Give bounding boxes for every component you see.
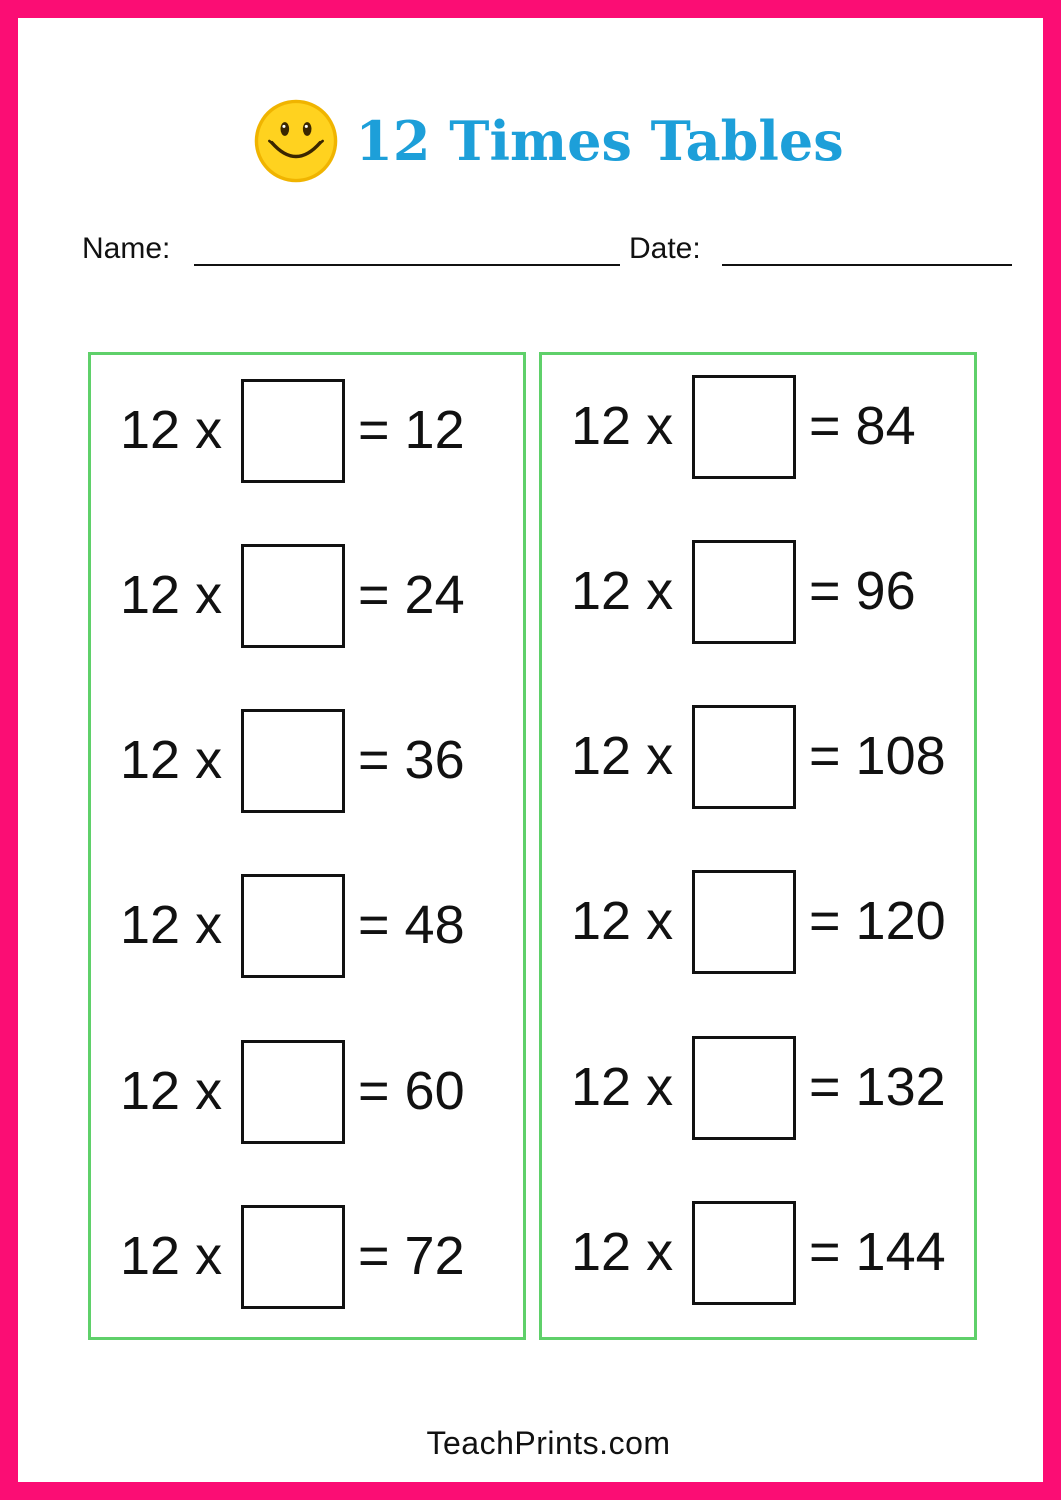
equation-prefix: 12 x [120, 400, 223, 460]
equation-prefix: 12 x [120, 565, 223, 625]
equation-result: = 132 [809, 1057, 946, 1117]
equation-result: = 60 [358, 1061, 465, 1121]
answer-box[interactable] [692, 540, 796, 644]
equation-prefix: 12 x [571, 561, 674, 621]
equations-column-left [88, 352, 526, 1340]
answer-box[interactable] [692, 870, 796, 974]
answer-box[interactable] [692, 1036, 796, 1140]
answer-box[interactable] [692, 375, 796, 479]
equation-row [91, 1038, 523, 1148]
page-title: 12 Times Tables [355, 109, 844, 173]
equation-result: = 36 [358, 730, 465, 790]
equation-row [542, 1034, 974, 1144]
answer-box[interactable] [241, 709, 345, 813]
equation-result: = 72 [358, 1226, 465, 1286]
equation-result: = 144 [809, 1222, 946, 1282]
equation-row [91, 1203, 523, 1313]
equation-prefix: 12 x [571, 726, 674, 786]
footer-brand: TeachPrints.com [426, 1425, 671, 1461]
equations-column-right [539, 352, 977, 1340]
equation-row [542, 1199, 974, 1309]
equation-row [91, 377, 523, 487]
equation-result: = 84 [809, 396, 916, 456]
equation-prefix: 12 x [571, 1057, 674, 1117]
equation-result: = 120 [809, 891, 946, 951]
equation-result: = 48 [358, 895, 465, 955]
equation-prefix: 12 x [120, 895, 223, 955]
date-field[interactable] [722, 264, 1012, 266]
equation-prefix: 12 x [571, 396, 674, 456]
equation-prefix: 12 x [120, 730, 223, 790]
smiley-face-icon [253, 98, 339, 184]
equation-row [91, 542, 523, 652]
answer-box[interactable] [241, 544, 345, 648]
equation-result: = 96 [809, 561, 916, 621]
name-date-row [82, 232, 1022, 272]
equation-row [91, 872, 523, 982]
name-label: Name: [82, 232, 171, 265]
equation-row [542, 538, 974, 648]
name-field[interactable] [194, 264, 620, 266]
date-label: Date: [629, 232, 701, 265]
equation-result: = 24 [358, 565, 465, 625]
equation-row [91, 707, 523, 817]
answer-box[interactable] [241, 1205, 345, 1309]
equation-prefix: 12 x [120, 1226, 223, 1286]
answer-box[interactable] [241, 1040, 345, 1144]
equation-row [542, 868, 974, 978]
answer-box[interactable] [241, 874, 345, 978]
header [18, 96, 1061, 186]
equation-prefix: 12 x [571, 891, 674, 951]
equation-prefix: 12 x [571, 1222, 674, 1282]
answer-box[interactable] [241, 379, 345, 483]
equation-row [542, 373, 974, 483]
equation-result: = 12 [358, 400, 465, 460]
equation-result: = 108 [809, 726, 946, 786]
equation-prefix: 12 x [120, 1061, 223, 1121]
equation-row [542, 703, 974, 813]
answer-box[interactable] [692, 1201, 796, 1305]
answer-box[interactable] [692, 705, 796, 809]
